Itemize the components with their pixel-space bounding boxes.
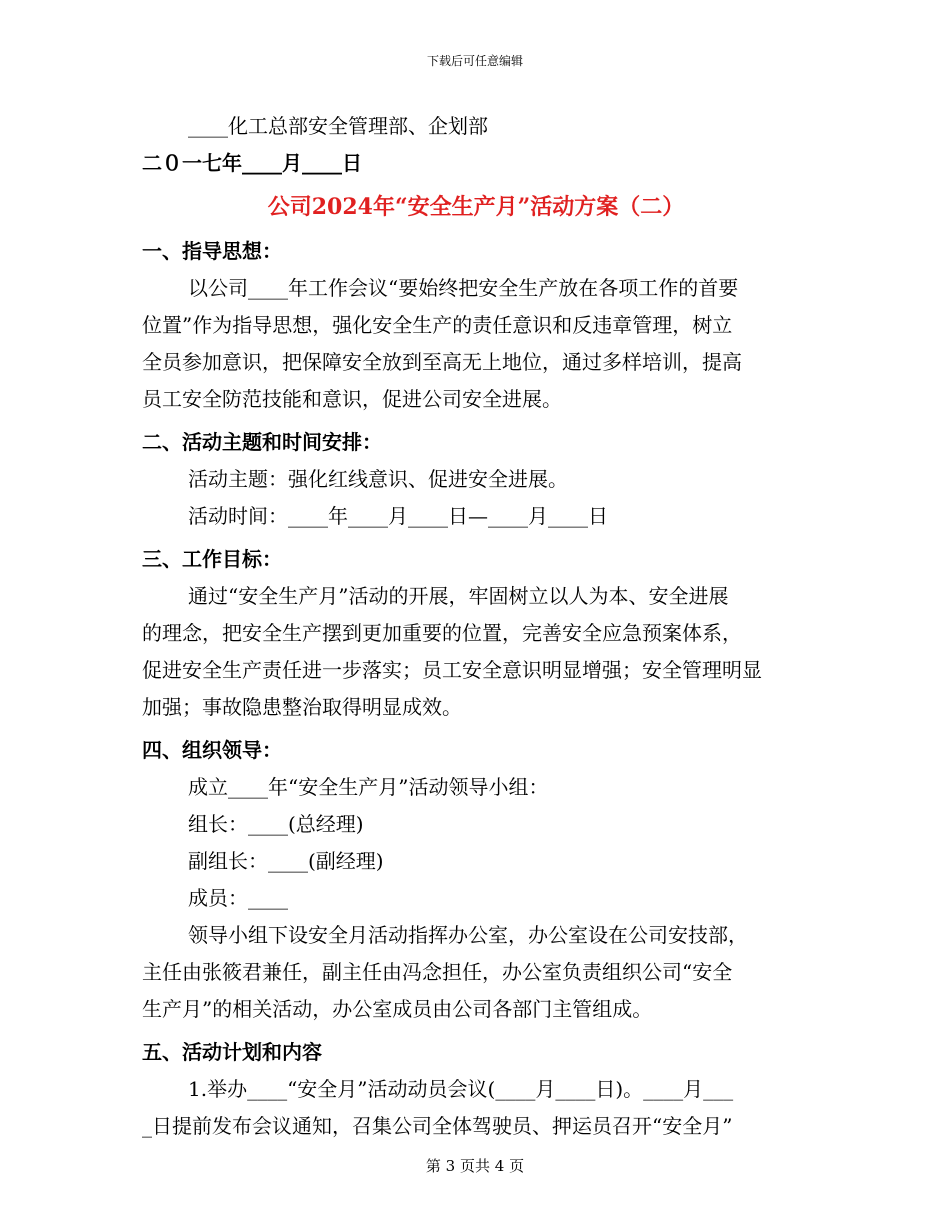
paragraph-line: 生产月”的相关活动，办公室成员由公司各部门主管组成。 — [142, 997, 653, 1021]
paragraph-line: 主任由张筱君兼任，副主任由冯念担任，办公室负责组织公司“安全 — [142, 960, 733, 984]
paragraph-line: 组长：____(总经理) — [188, 812, 364, 836]
paragraph-line: 全员参加意识，把保障安全放到至高无上地位，通过多样培训，提高 — [142, 350, 742, 374]
paragraph-line: 领导小组下设安全月活动指挥办公室，办公室设在公司安技部， — [188, 923, 748, 947]
section-heading-2: 二、活动主题和时间安排： — [142, 430, 382, 454]
date-line: 二０一七年____月____日 — [142, 151, 362, 175]
paragraph-line: 成员：____ — [188, 886, 288, 910]
paragraph-line: 活动时间：____年____月____日—____月____日 — [188, 504, 608, 528]
paragraph-line: 通过“安全生产月”活动的开展，牢固树立以人为本、安全进展 — [188, 584, 729, 608]
paragraph-line: 副组长：____(副经理) — [188, 849, 384, 873]
section-heading-1: 一、指导思想： — [142, 239, 282, 263]
paragraph-line: 以公司____年工作会议“要始终把安全生产放在各项工作的首要 — [188, 276, 739, 300]
page-header: 下载后可任意编辑 — [426, 54, 523, 68]
department-line: ____化工总部安全管理部、企划部 — [188, 114, 488, 138]
document-title: 公司2024年“安全生产月”活动方案（二） — [267, 194, 685, 220]
section-heading-3: 三、工作目标： — [142, 547, 282, 571]
paragraph-line: 的理念，把安全生产摆到更加重要的位置，完善安全应急预案体系， — [142, 621, 742, 645]
paragraph-line: _日提前发布会议通知，召集公司全体驾驶员、押运员召开“安全月” — [142, 1114, 733, 1138]
section-heading-5: 五、活动计划和内容 — [142, 1040, 322, 1064]
paragraph-line: 1.举办____“安全月”活动动员会议(____月____日)。____月___ — [188, 1077, 734, 1101]
section-heading-4: 四、组织领导： — [142, 738, 282, 762]
paragraph-line: 员工安全防范技能和意识，促进公司安全进展。 — [142, 387, 562, 411]
page-footer: 第 3 页共 4 页 — [425, 1157, 525, 1175]
paragraph-line: 促进安全生产责任进一步落实；员工安全意识明显增强；安全管理明显 — [142, 658, 762, 682]
paragraph-line: 活动主题：强化红线意识、促进安全进展。 — [188, 467, 568, 491]
document-body — [142, 108, 810, 1145]
paragraph-line: 加强；事故隐患整治取得明显成效。 — [142, 695, 462, 719]
paragraph-line: 成立____年“安全生产月”活动领导小组： — [188, 775, 549, 799]
paragraph-line: 位置”作为指导思想，强化安全生产的责任意识和反违章管理，树立 — [142, 313, 733, 337]
